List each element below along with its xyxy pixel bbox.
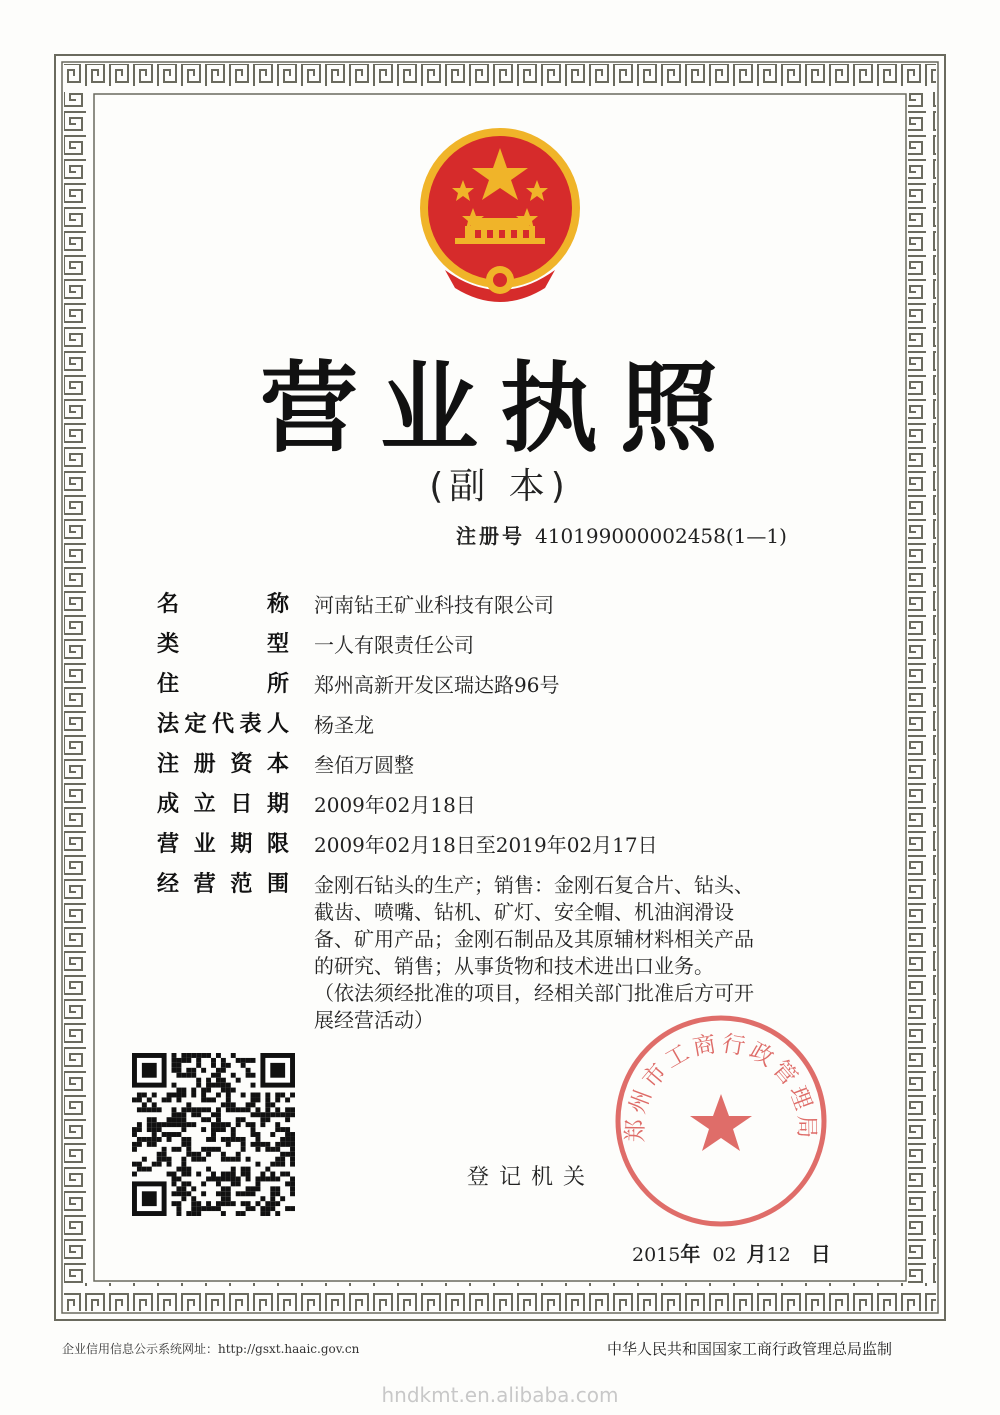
field-label: 成立日期 — [157, 792, 289, 817]
date-year: 2015 — [632, 1244, 681, 1266]
seal-text: 郑州市工商行政管理局 — [622, 1030, 820, 1143]
date-month: 02 — [712, 1244, 737, 1266]
qr-code-icon[interactable] — [132, 1053, 295, 1216]
date-month-unit: 月 — [746, 1242, 767, 1266]
scope-line: 展经营活动） — [314, 1008, 434, 1032]
issue-date — [632, 1238, 831, 1267]
date-day: 12 — [766, 1244, 791, 1266]
field-value: 郑州高新开发区瑞达路96号 — [314, 673, 560, 697]
scope-line: 备、矿用产品；金刚石制品及其原辅材料相关产品 — [314, 927, 754, 951]
official-seal-icon — [612, 1012, 830, 1230]
scope-line: （依法须经批准的项目，经相关部门批准后方可开 — [314, 981, 754, 1005]
license-fields — [157, 585, 857, 1034]
scope-line: 截齿、喷嘴、钻机、矿灯、安全帽、机油润滑设 — [314, 900, 734, 924]
field-label: 注册资本 — [157, 752, 289, 777]
field-label: 法定代表人 — [157, 712, 289, 737]
field-label: 营业期限 — [157, 832, 289, 857]
field-row-established — [157, 785, 857, 825]
field-value: 一人有限责任公司 — [314, 633, 474, 657]
document-title: 营业执照 — [259, 352, 740, 466]
field-row-type — [157, 625, 857, 665]
watermark: hndkmt.en.alibaba.com — [381, 1383, 619, 1407]
field-label: 住所 — [157, 672, 289, 697]
scope-text — [314, 865, 839, 1034]
field-value: 叁佰万圆整 — [314, 753, 414, 777]
field-row-name — [157, 585, 857, 625]
scope-line: 的研究、销售；从事货物和技术进出口业务。 — [314, 954, 714, 978]
field-label: 经营范围 — [157, 872, 289, 897]
field-row-scope — [157, 865, 857, 1034]
registration-label: 注册号 — [456, 524, 525, 548]
field-value: 2009年02月18日 — [314, 793, 476, 817]
field-label: 名称 — [157, 592, 289, 617]
date-day-unit: 日 — [810, 1242, 831, 1266]
footer-website: 企业信用信息公示系统网址：http://gsxt.haaic.gov.cn — [62, 1342, 360, 1356]
field-value: 河南钻王矿业科技有限公司 — [314, 593, 554, 617]
scope-line: 金刚石钻头的生产；销售：金刚石复合片、钻头、 — [314, 873, 754, 897]
field-value: 杨圣龙 — [314, 713, 374, 737]
field-label: 类型 — [157, 632, 289, 657]
footer-supervisor: 中华人民共和国国家工商行政管理总局监制 — [607, 1340, 893, 1358]
national-emblem-icon — [415, 120, 585, 310]
registration-authority: 登记机关 — [467, 1165, 596, 1190]
field-row-address — [157, 665, 857, 705]
field-row-legal-rep — [157, 705, 857, 745]
date-year-unit: 年 — [680, 1242, 701, 1266]
document-subtitle: (副 本) — [429, 466, 571, 507]
field-value: 2009年02月18日至2019年02月17日 — [314, 833, 658, 857]
field-row-capital — [157, 745, 857, 785]
registration-value: 410199000002458(1—1) — [535, 524, 787, 548]
field-row-term — [157, 825, 857, 865]
registration-number — [456, 520, 787, 549]
